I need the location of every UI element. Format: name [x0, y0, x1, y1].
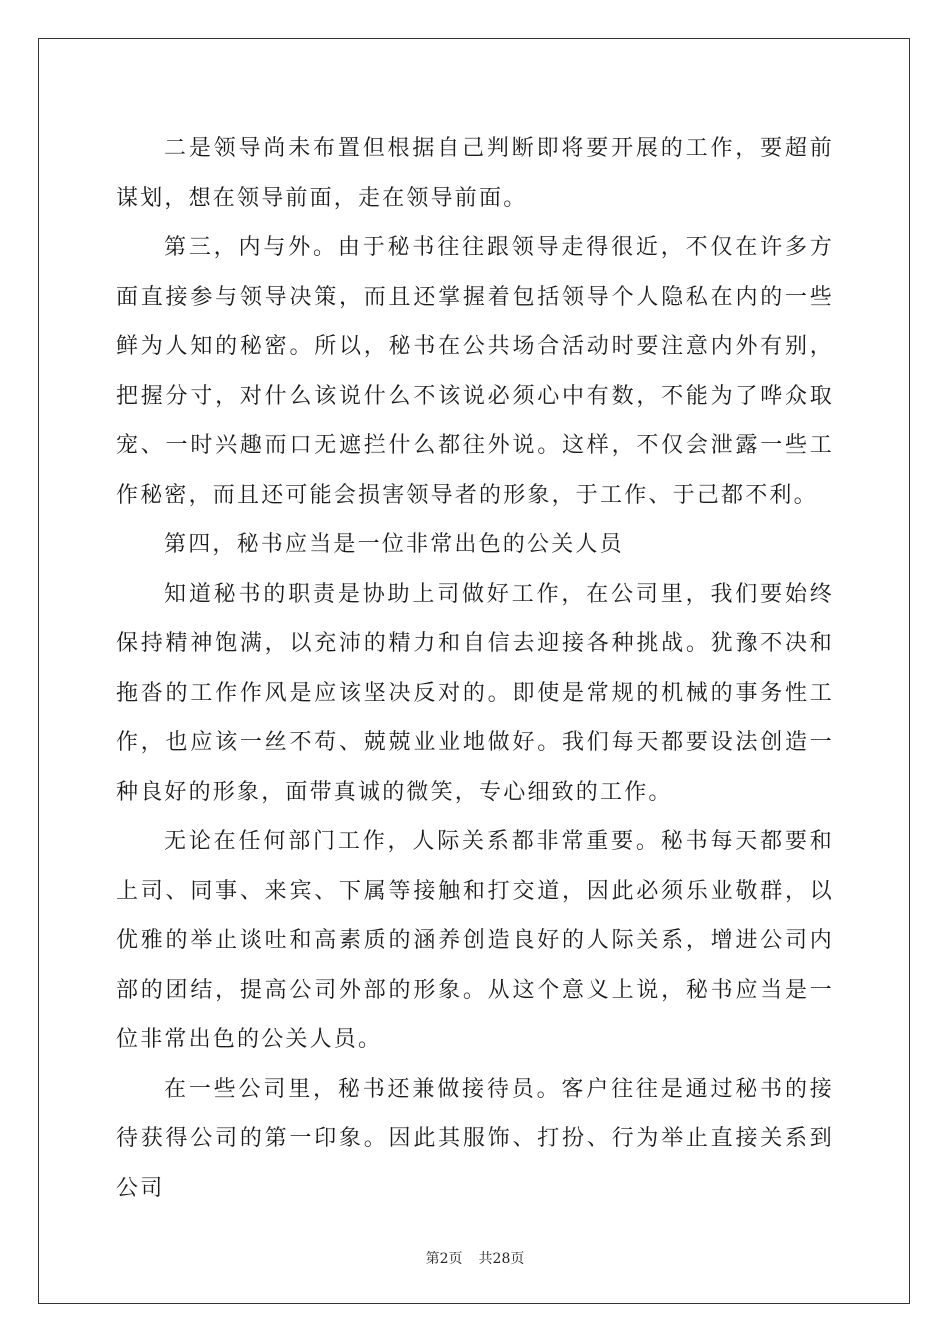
document-body — [116, 124, 834, 1213]
paragraph-3-heading: 第四，秘书应当是一位非常出色的公关人员 — [164, 532, 624, 557]
paragraph-4: 知道秘书的职责是协助上司做好工作，在公司里，我们要始终保持精神饱满，以充沛的精力和自信去迎接各种挑战。犹豫不决和拖沓的工作作风是应该坚决反对的。即使是常规的机械的事务性工作，也应该一丝不苟、兢兢业业地做好。我们每天都要设法创造一种良好的形象，面带真诚的微笑，专心细致的工作。 — [116, 581, 834, 805]
page-number: 第2页 — [425, 1251, 463, 1267]
paragraph-6: 在一些公司里，秘书还兼做接待员。客户往往是通过秘书的接待获得公司的第一印象。因此其服饰、打扮、行为举止直接关系到公司 — [116, 1076, 834, 1201]
paragraph-1: 二是领导尚未布置但根据自己判断即将要开展的工作，要超前谋划，想在领导前面，走在领导前面。 — [116, 136, 834, 211]
page-footer — [0, 1248, 950, 1268]
total-pages: 共28页 — [478, 1251, 525, 1267]
paragraph-2: 第三，内与外。由于秘书往往跟领导走得很近，不仅在许多方面直接参与领导决策，而且还掌握着包括领导个人隐私在内的一些鲜为人知的秘密。所以，秘书在公共场合活动时要注意内外有别，把握分寸，对什么该说什么不该说必须心中有数，不能为了哗众取宠、一时兴趣而口无遮拦什么都往外说。这样，不仅会泄露一些工作秘密，而且还可能会损害领导者的形象，于工作、于己都不利。 — [116, 235, 834, 508]
paragraph-5: 无论在任何部门工作，人际关系都非常重要。秘书每天都要和上司、同事、来宾、下属等接触和打交道，因此必须乐业敬群，以优雅的举止谈吐和高素质的涵养创造良好的人际关系，增进公司内部的团结，提高公司外部的形象。从这个意义上说，秘书应当是一位非常出色的公关人员。 — [116, 829, 834, 1052]
